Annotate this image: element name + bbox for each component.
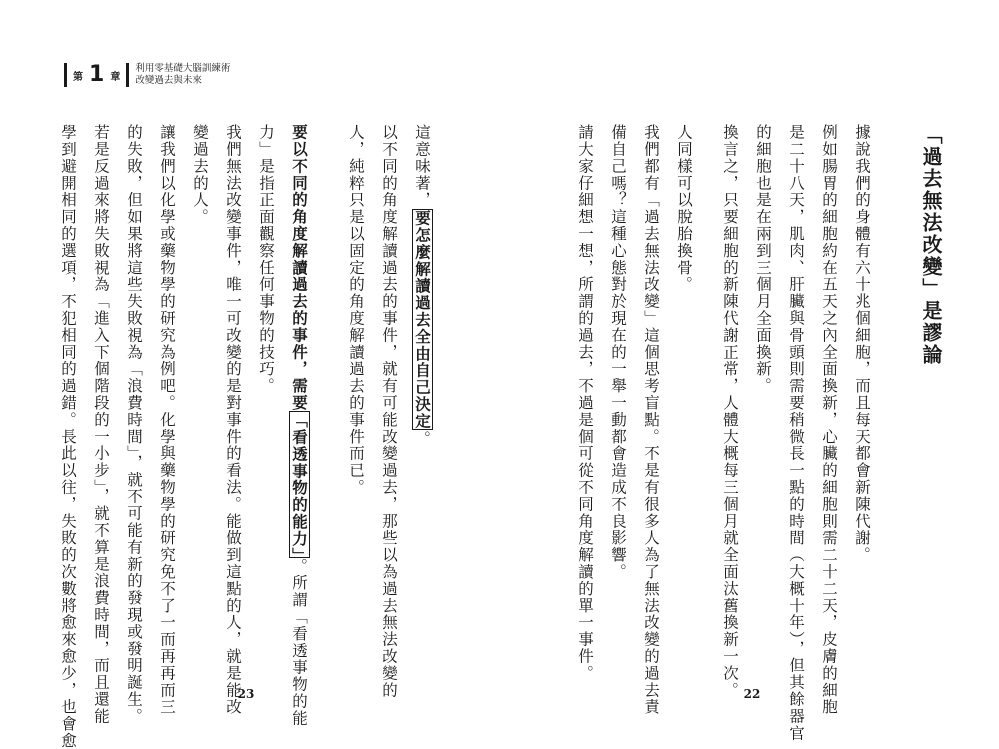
text-column: 例如腸胃的細胞約在五天之內全面換新，心臟的細胞則需二十二天，皮膚的細胞 [820,124,838,716]
emphasis-text: 要以不同的角度解讀過去的事件，需要 [290,124,309,412]
text-column: 備自己嗎？這種心態對於現在的一舉一動都會造成不良影響。 [609,124,627,581]
chapter-prefix: 第 [73,71,83,83]
text-run: 。 [413,430,431,448]
chapter-number: 1 [89,62,105,87]
text-run: 這意味著， [413,124,431,209]
emphasis-boxed: 要怎麼解讀過去全由自己決定 [413,209,432,430]
text-column [411,124,433,669]
text-column: 以不同的角度解讀過去的事件，就有可能改變過去，那些以為過去無法改變的 [380,124,398,699]
text-column: 人，純粹只是以固定的角度解讀過去的事件而已。 [347,124,365,496]
text-column: 據說我們的身體有六十兆個細胞，而且每天都會新陳代謝。 [853,124,871,564]
emphasis-boxed: 「看透事物的能力」 [290,412,309,557]
running-head-bar [64,63,67,87]
text-column: 變過去的人。 [191,124,209,226]
text-column: 我們都有「過去無法改變」這個思考盲點。不是有很多人為了無法改變的過去責 [642,124,660,716]
page-number-right: 22 [743,687,761,701]
chapter-suffix: 章 [110,71,121,83]
text-column: 讓我們以化學或藥物學的研究為例吧。化學與藥物學的研究免不了一而再再而三 [158,124,176,716]
text-run: 。所謂「看透事物的能 [290,557,308,727]
text-column: 學到避開相同的選項，不犯相同的過錯。長此以往，失敗的次數將愈來愈少，也會愈 [59,124,77,749]
text-column: 若是反過來將失敗視為「進入下個階段的一小步」，就不算是浪費時間，而且還能 [92,124,110,725]
text-column: 人同樣可以脫胎換骨。 [675,124,693,293]
section-heading: 「過去無法改變」是謬論 [919,124,943,366]
text-column [288,124,310,727]
page-number-left: 23 [237,687,255,701]
running-head-title [135,63,230,87]
text-column: 的細胞也是在兩到三個月全面換新。 [754,124,772,395]
running-head-title-line-2: 改變過去與未來 [135,75,202,86]
text-column: 的失敗，但如果將這些失敗視為「浪費時間」，就不可能有新的發現或發明誕生。 [125,124,143,725]
text-column: 力」是指正面觀察任何事物的技巧。 [257,124,275,395]
running-head-title-line-1: 利用零基礎大腦訓練術 [135,63,231,74]
running-head [64,60,230,90]
text-column: 我們無法改變事件，唯一可改變的是對事件的看法。能做到這點的人，就是能改 [224,124,242,716]
text-column: 換言之，只要細胞的新陳代謝正常，人體大概每三個月就全面汰舊換新一次。 [721,124,739,699]
text-column: 是二十八天，肌肉、肝臟與骨頭則需要稍微長一點的時間（大概十年），但其餘器官 [787,124,805,742]
text-column: 請大家仔細想一想，所謂的過去，不過是個可從不同角度解讀的單一事件。 [576,124,594,682]
running-head-divider [126,63,129,87]
